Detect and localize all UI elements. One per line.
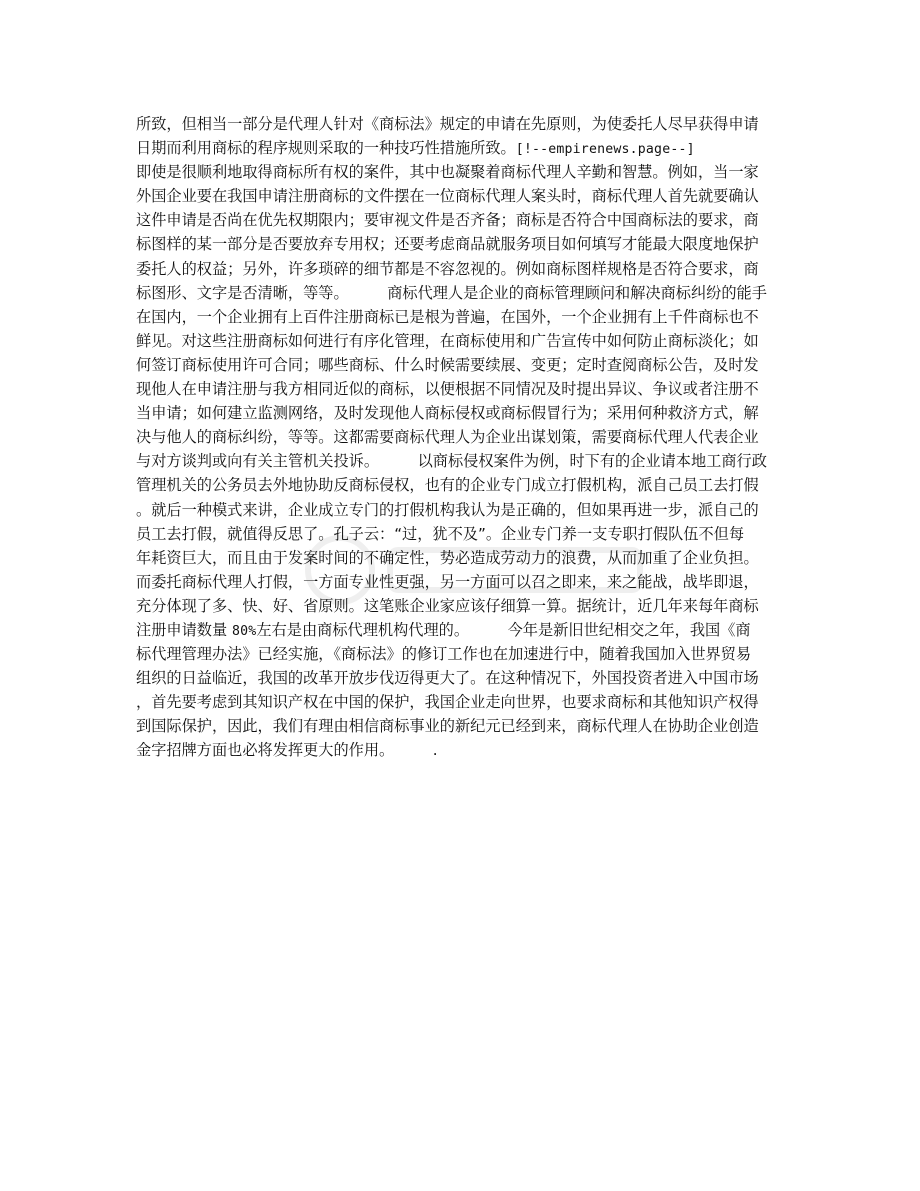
text-line-19: 年耗资巨大，而且由于发案时间的不确定性，势必造成劳动力的浪费，从而加重了企业负担。	[136, 548, 759, 567]
text-line-18: 员工去打假，就值得反思了。孔子云：“过，犹不及”。企业专门养一支专职打假队伍不但每	[136, 524, 745, 543]
text-line-16: 管理机关的公务员去外地协助反商标侵权，也有的企业专门成立打假机构，派自己员工去打假	[136, 476, 759, 495]
page-placeholder-tag: [!--empirenews.page--]	[515, 142, 695, 158]
text-line-1: 所致，但相当一部分是代理人针对《商标法》规定的申请在先原则，为使委托人尽早获得申请	[136, 115, 759, 133]
text-line-4: 外国企业要在我国申请注册商标的文件摆在一位商标代理人案头时，商标代理人首先就要确认	[136, 187, 759, 206]
text-line-10: 鲜见。对这些注册商标如何进行有序化管理，在商标使用和广告宣传中如何防止商标淡化；如	[136, 331, 759, 350]
text-line-2	[136, 136, 786, 160]
percent-value: 80%	[231, 623, 257, 639]
text-line-22-end: 左右是由商标代理机构代理的。 今年是新旧世纪相交之年，我国《商	[256, 620, 751, 639]
text-line-23: 标代理管理办法》已经实施，《商标法》的修订工作也在加速进行中，随着我国加入世界贸易	[136, 645, 752, 664]
text-line-20: 而委托商标代理人打假，一方面专业性更强，另一方面可以召之即来，来之能战，战毕即退，	[136, 572, 759, 591]
text-line-21: 充分体现了多、快、好、省原则。这笔账企业家应该仔细算一算。据统计，近几年来每年商标	[136, 596, 759, 615]
document-body	[136, 112, 786, 763]
text-line-24: 组织的日益临近，我国的改革开放步伐迈得更大了。在这种情况下，外国投资者进入中国市场	[136, 669, 759, 688]
text-line-15: 与对方谈判或向有关主管机关投诉。 以商标侵权案件为例，时下有的企业请本地工商行政	[136, 452, 767, 471]
text-line-22-start: 注册申请数量	[136, 620, 228, 639]
text-line-8: 标图形、文字是否清晰，等等。 商标代理人是企业的商标管理顾问和解决商标纠纷的能手	[136, 283, 767, 302]
text-line-5: 这件申请是否尚在优先权期限内；要审视文件是否齐备；商标是否符合中国商标法的要求，商	[136, 211, 759, 230]
text-line-11: 何签订商标使用许可合同；哪些商标、什么时候需要续展、变更；定时查阅商标公告，及时发	[136, 355, 759, 374]
text-line-9: 在国内，一个企业拥有上百件注册商标已是根为普遍，在国外，一个企业拥有上千件商标也不	[136, 307, 759, 326]
text-line-13: 当申请；如何建立监测网络，及时发现他人商标侵权或商标假冒行为；采用何种救济方式，解	[136, 404, 759, 423]
text-line-25: ，首先要考虑到其知识产权在中国的保护，我国企业走向世界，也要求商标和其他知识产权得	[136, 693, 759, 712]
text-line-2-content: 日期而利用商标的程序规则采取的一种技巧性措施所致。	[136, 139, 516, 158]
text-line-14: 决与他人的商标纠纷，等等。这都需要商标代理人为企业出谋划策，需要商标代理人代表企业	[136, 428, 759, 447]
text-line-17: 。就后一种模式来讲，企业成立专门的打假机构我认为是正确的，但如果再进一步，派自己的	[136, 500, 759, 519]
text-line-12: 现他人在申请注册与我方相同近似的商标，以便根据不同情况及时提出异议、争议或者注册不	[136, 380, 759, 399]
text-line-3: 即使是很顺利地取得商标所有权的案件，其中也凝聚着商标代理人辛勤和智慧。例如，当一家	[136, 163, 759, 182]
text-line-22	[136, 618, 786, 642]
text-line-26: 到国际保护，因此，我们有理由相信商标事业的新纪元已经到来，商标代理人在协助企业创造	[136, 717, 759, 736]
text-line-6: 标图样的某一部分是否要放弃专用权；还要考虑商品就服务项目如何填写才能最大限度地保护	[136, 235, 759, 254]
text-line-7: 委托人的权益；另外，许多琐碎的细节都是不容忽视的。例如商标图样规格是否符合要求，商	[136, 259, 759, 278]
text-line-27: 金字招牌方面也必将发挥更大的作用。 .	[136, 741, 438, 760]
